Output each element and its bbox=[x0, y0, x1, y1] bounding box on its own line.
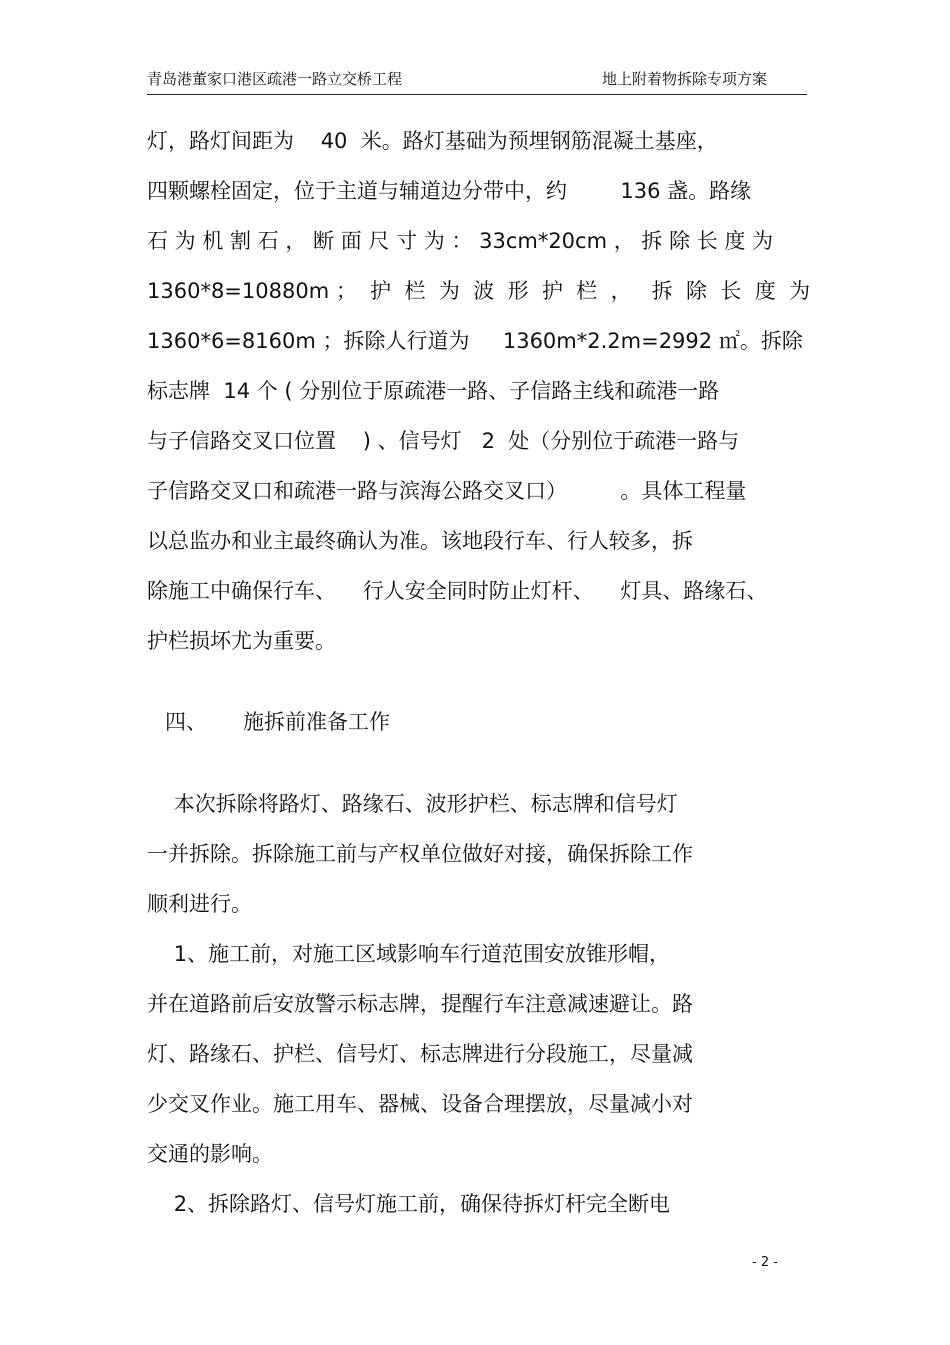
section-number: 四、 bbox=[165, 710, 207, 734]
paragraph-line: 本次拆除将路灯、路缘石、波形护栏、标志牌和信号灯 bbox=[147, 792, 678, 816]
body-line: 1360*8=10880m ； 护 栏 为 波 形 护 栏 ， 拆 除 长 度 为 bbox=[147, 279, 811, 303]
paragraph-line: 少交叉作业。施工用车、器械、设备合理摆放，尽量减小对 bbox=[147, 1092, 693, 1116]
body-line: 四颗螺栓固定，位于主道与辅道边分带中，约 136 盏。路缘 bbox=[147, 179, 752, 203]
body-line: 灯，路灯间距为 40 米。路灯基础为预埋钢筋混凝土基座， bbox=[147, 129, 718, 153]
body-line: 护栏损坏尤为重要。 bbox=[147, 629, 336, 653]
body-line: 标志牌 14 个 ( 分别位于原疏港一路、子信路主线和疏港一路 bbox=[147, 379, 720, 403]
page-number: - 2 - bbox=[752, 1255, 778, 1270]
body-line: 以总监办和业主最终确认为准。该地段行车、行人较多，拆 bbox=[147, 529, 693, 553]
paragraph-line: 2、拆除路灯、信号灯施工前，确保待拆灯杆完全断电 bbox=[147, 1192, 671, 1216]
body-line: 石 为 机 割 石 ， 断 面 尺 寸 为 ： 33cm*20cm ， 拆 除 长 度 为 bbox=[147, 229, 774, 253]
body-line: 1360*6=8160m ；拆除人行道为 1360m*2.2m=2992 ㎡。拆除 bbox=[147, 329, 803, 353]
body-line: 与子信路交叉口位置 ) 、信号灯 2 处（分别位于疏港一路与 bbox=[147, 429, 740, 453]
body-line: 子信路交叉口和疏港一路与滨海公路交叉口） 。具体工程量 bbox=[147, 479, 747, 503]
paragraph-line: 顺利进行。 bbox=[147, 892, 252, 916]
body-line: 除施工中确保行车、 行人安全同时防止灯杆、 灯具、路缘石、 bbox=[147, 579, 768, 603]
header-project-title: 青岛港董家口港区疏港一路立交桥工程 bbox=[147, 70, 403, 88]
page-header bbox=[147, 68, 807, 95]
paragraph-line: 交通的影响。 bbox=[147, 1142, 273, 1166]
section-title: 施拆前准备工作 bbox=[243, 710, 390, 734]
paragraph-line: 灯、路缘石、护栏、信号灯、标志牌进行分段施工，尽量减 bbox=[147, 1042, 693, 1066]
header-document-title: 地上附着物拆除专项方案 bbox=[601, 70, 767, 88]
paragraph-line: 一并拆除。拆除施工前与产权单位做好对接，确保拆除工作 bbox=[147, 842, 693, 866]
paragraph-line: 并在道路前后安放警示标志牌，提醒行车注意减速避让。路 bbox=[147, 992, 693, 1016]
paragraph-line: 1、施工前，对施工区域影响车行道范围安放锥形帽， bbox=[147, 942, 671, 966]
